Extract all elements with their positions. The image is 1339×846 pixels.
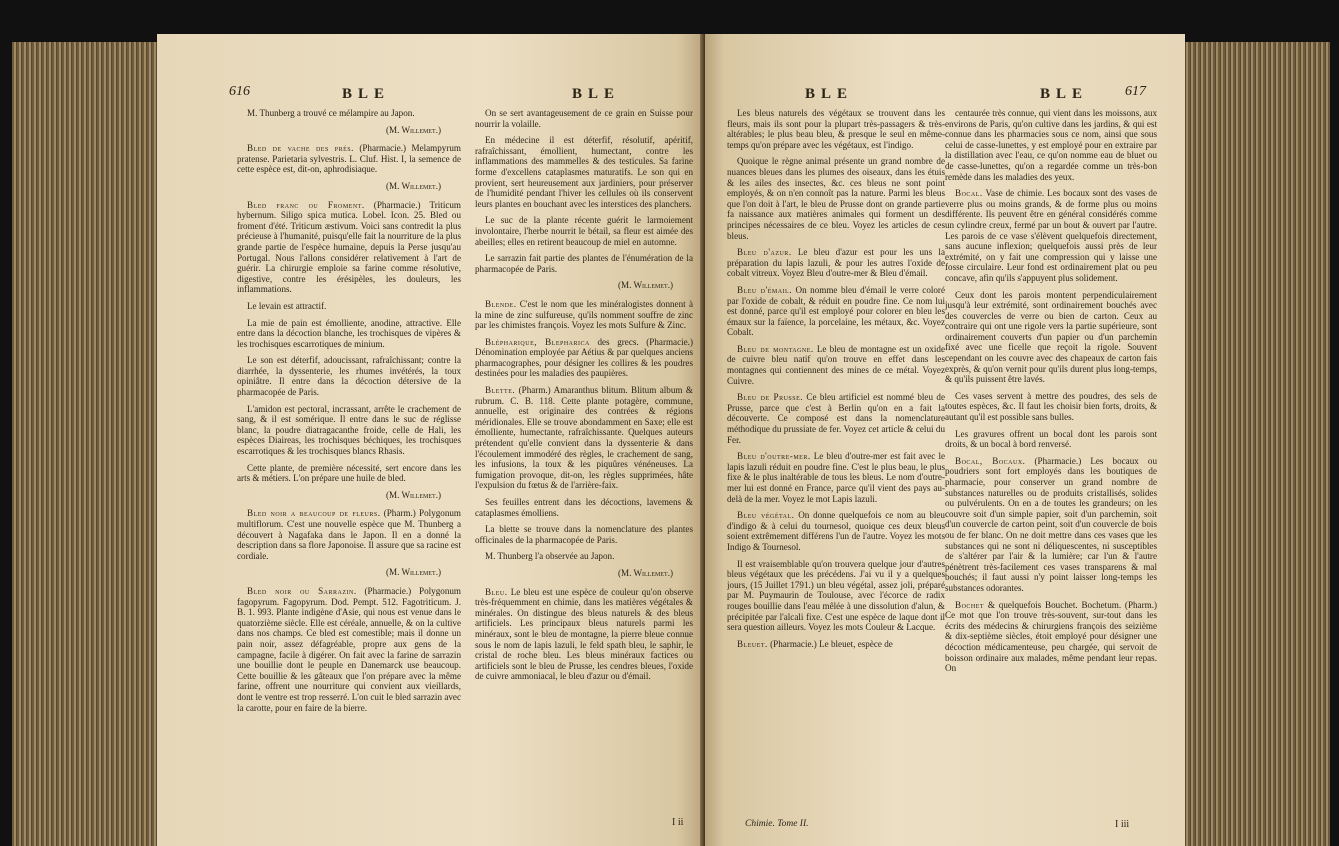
entry-headword: Bocal, Bocaux. (955, 455, 1026, 466)
column-left-1 (237, 108, 461, 813)
paragraph (475, 215, 693, 247)
entry-headword: Bled franc ou Froment. (247, 199, 365, 210)
paragraph-text: (Pharmacie.) Les bocaux ou poudriers sont fort employés dans les boutiques de pharmacie, pour conserver un grand nombre de substances naturelles ou de produits cristallisés, solides ou pulvérulents. On en a de toutes les grandeurs; on les couvre soit d'un simple papier, soit d'un parchemin, soit d'un couvercle de carton peint, soit d'un couvercle de bois ou de fer blanc. On ne doit mettre dans ces vases que les substances qui ne sont ni déliquescentes, ni susceptibles de s'altérer par l'air & la lumière; car l'un & l'autre pénètrent très-facilement ces vases transparens & mal bouchés; il faut aussi n'y point laisser long-temps les substances odorantes. (945, 455, 1157, 593)
paragraph-text: Le bleu d'outre-mer est fait avec le lapis lazuli réduit en poudre fine. C'est le plus beau, le plus fixe & le plus inaltérable de tous les bleus. Le nom d'outre-mer lui est donné en France, parce qu'il vient des pays au-delà de la mer. Voyez le mot Lapis lazuli. (727, 451, 945, 504)
signature-mark-right: I iii (1115, 819, 1130, 830)
paragraph-text: Le son est déterfif, adoucissant, rafraîchissant; contre la diarrhée, la dyssenterie, les rhumes invétérés, la toux opiniâtre. Il entre dans la décoction détersive de la pharmacopée de Paris. (237, 355, 461, 398)
entry-headword: Blette. (485, 385, 516, 396)
paragraph (945, 600, 1157, 674)
open-book (12, 34, 1330, 846)
paragraph (237, 463, 461, 484)
paragraph-text: (M. Willemet.) (385, 180, 441, 191)
paragraph (945, 391, 1157, 423)
paragraph (475, 135, 693, 209)
paragraph (727, 559, 945, 633)
paragraph (237, 404, 461, 457)
column-left-2 (475, 108, 693, 813)
paragraph (727, 392, 945, 445)
paragraph (945, 456, 1157, 594)
paragraph (727, 108, 945, 150)
paragraph-text: (M. Willemet.) (385, 124, 441, 135)
paragraph (727, 639, 945, 650)
paragraph-text: (Pharmacie.) Melampyrum pratense. Parietaria sylvestris. L. Cluf. Hist. I, la semence de cette espèce est, dit-on, aphrodisiaque. (237, 143, 461, 175)
paragraph-text: (Pharm.) Amaranthus blitum. Blitum album & rubrum. C. B. 118. Cette plante potagère, commune, annuelle, est originaire des contrées & régions méridionales. Elle se trouve abondamment en Saxe; elle est émolliente, humectante, rafraîchissante. Quelques auteurs prétendent qu'elle convient dans la dyssenterie & dans l'écoulement immodéré des règles, le crachement de sang, les infusions, la toux & les piquûres vénéneuses. La fumigation provoque, dit-on, les règles supprimées, hâte l'expulsion du fœtus & de l'arrière-faix. (475, 385, 693, 491)
paragraph-text: La blette se trouve dans la nomenclature des plantes officinales de la pharmacopée de Paris. (475, 524, 693, 545)
paragraph (237, 200, 461, 295)
entry-headword: Bleu de Prusse. (737, 392, 804, 403)
paragraph (945, 429, 1157, 450)
left-page (157, 34, 705, 846)
paragraph-text: (M. Willemet.) (617, 567, 673, 578)
right-page (705, 34, 1185, 846)
column-right-2 (945, 108, 1157, 808)
paragraph-text: Ces vases servent à mettre des poudres, des sels de toutes espèces, &c. Il faut les choisir bien forts, droits, & autant qu'il est possible sans bulles. (945, 390, 1157, 423)
paragraph (727, 247, 945, 279)
author-signature (237, 125, 441, 136)
entry-headword: Bled de vache des prés. (247, 143, 354, 154)
paragraph-text: Le bleu de montagne est un oxide de cuivre bleu natif qu'on trouve en effet dans les montagnes qui contiennent des mines de ce métal. Voyez Cuivre. (727, 343, 945, 386)
entry-headword: Blende. (485, 298, 517, 309)
paragraph-text: (M. Willemet.) (385, 489, 441, 500)
page-edges-left (12, 42, 162, 846)
author-signature (237, 490, 441, 501)
paragraph-text: On nomme bleu d'émail le verre coloré par l'oxide de cobalt, & réduit en poudre fine. Ce nom lui est donné, parce qu'il est employé pour colorer en bleu les émaux sur la faïence, la porcelaine, les métaux, &c. Voyez Cobalt. (727, 284, 945, 338)
paragraph (945, 108, 1157, 182)
paragraph-text: Il est vraisemblable qu'on trouvera quelque jour d'autres bleus végétaux que les précédens. J'ai vu il y a quelques jours, (15 Juillet 1791.) un bleu végétal, assez joli, préparé par M. Puymaurin de Toulouse, avec l'écorce de radix rouges bouillie dans l'eau mêlée à une dissolution d'alun, & précipitée par l'alcali fixe. C'est une espèce de laque dont il sera question ailleurs. Voyez les mots Couleur & Lacque. (727, 558, 945, 633)
paragraph-text: C'est le nom que les minéralogistes donnent à la mine de zinc sulfureuse, qu'ils nomment souffre de zinc par les chimistes françois. Voyez les mots Sulfure & Zinc. (475, 298, 693, 331)
entry-headword: Bleu d'outre-mer. (737, 451, 811, 462)
paragraph-text: Cette plante, de première nécessité, sert encore dans les arts & métiers. L'on prépare une huile de bled. (237, 462, 461, 484)
entry-headword: Bled noir a beaucoup de fleurs. (247, 508, 381, 519)
page-number-right: 617 (1125, 84, 1146, 99)
paragraph-text: Les bleus naturels des végétaux se trouvent dans les fleurs, mais ils sont pour la plupart très-passagers & très-altérables; le plus beau bleu, & presque le seul en même-temps qu'on prépare avec les végétaux, est l'indigo. (727, 108, 945, 150)
entry-headword: Bleu. (485, 586, 508, 597)
paragraph-text: (Pharmacie.) Triticum hybernum. Siligo spica mutica. Lobel. Icon. 25. Bled ou froment d'été. Triticum æstivum. Voici sans contredit la plus précieuse à l'humanité, puisqu'elle fait la nourriture de la plus grande partie de l'espèce humaine, depuis la Perse jusqu'au Portugal. Nous l'allons considérer relativement à l'art de guérir. La chirurgie emploie sa farine comme résolutive, digestive, contre les érésipèles, les douleurs, les inflammations. (237, 199, 461, 295)
paragraph-text: La mie de pain est émolliente, anodine, attractive. Elle entre dans la décoction blanche, les trochisques de vipères & les trochisques escarrotiques de minium. (237, 317, 461, 349)
paragraph (945, 188, 1157, 283)
paragraph-text: Le suc de la plante récente guérit le larmoiement involontaire, l'herbe nourrit le bétail, sa fleur est aimée des abeilles; elles en retirent beaucoup de miel en automne. (475, 215, 693, 247)
paragraph-text: M. Thunberg a trouvé ce mélampire au Japon. (247, 108, 415, 118)
paragraph (727, 510, 945, 552)
paragraph (945, 290, 1157, 385)
paragraph (237, 108, 461, 119)
page-edges-right (1180, 42, 1330, 846)
paragraph (237, 301, 461, 312)
entry-headword: Bleu d'azur. (737, 247, 792, 258)
entry-headword: Bled noir ou Sarrazin. (247, 585, 357, 596)
paragraph (237, 318, 461, 350)
paragraph (727, 344, 945, 386)
entry-headword: Bleu d'émail. (737, 284, 792, 295)
paragraph (475, 299, 693, 331)
paragraph-text: M. Thunberg l'a observée au Japon. (485, 551, 615, 562)
running-head-left-1: BLE (342, 86, 391, 102)
paragraph-text: centaurée très connue, qui vient dans les moissons, aux environs de Paris, qu'on cultive dans les jardins, & qui est connue dans les pharmacies sous ce nom, ainsi que sous celui de casse-lunettes, y est employé pour en extraire par la distillation avec l'eau, ce qu'on nomme eau de bluet ou de casse-lunettes, qu'on a regardée comme un très-bon remède dans les maladies des yeux. (945, 108, 1157, 182)
volume-footer: Chimie. Tome II. (745, 819, 809, 829)
paragraph (475, 551, 693, 562)
paragraph-text: (Pharmacie.) Polygonum fagopyrum. Fagopyrum. Dod. Pempt. 512. Fagotriticum. J. B. 1. 993. Plante indigène d'Asie, qui nous est venue dans le quatorzième siècle. Elle est céréale, annuelle, & on la cultive dans nos champs. Ce bled est comestible; mais il donne un pain noir, assez défagréable, propre aux gens de la campagne, facile à digérer. On fait avec la farine de sarrazin une bouillie dont le peuple en Danemarck use beaucoup. Cette bouillie & les gâteaux que l'on prépare avec la même farine, offrent une nourriture qui convient aux vieillards, dont le ventre est trop resserré. L'on cuit le bled sarrazin avec la carotte, pour en faire de la bierre. (237, 585, 461, 713)
paragraph-text: Ce bleu artificiel est nommé bleu de Prusse, parce que c'est à Berlin qu'on en a fait la découverte. Ce composé est dans la nomenclature méthodique du prussiate de fer. Voyez cet article & celui du Fer. (727, 392, 945, 445)
paragraph-text: (Pharmacie.) Le bleuet, espèce de (767, 638, 893, 649)
paragraph-text: Le sarrazin fait partie des plantes de l'énumération de la pharmacopée de Paris. (475, 253, 693, 274)
paragraph-text: Le bleu est une espèce de couleur qu'on observe très-fréquemment en chimie, dans les matières végétales & minérales. On distingue des bleus naturels & des bleus artificiels. Les principaux bleus naturels parmi les minéraux, sont le bleu de montagne, la pierre bleue connue sous le nom de lapis lazuli, le feld spath bleu, le saphir, le cristal de roche bleu. Les bleus minéraux factices ou artificiels sont le bleu de Prusse, les cendres bleues, l'oxide de cuivre ammoniacal, le bleu d'azur ou d'émail. (475, 586, 693, 682)
running-head-left-2: BLE (572, 86, 621, 102)
paragraph (237, 586, 461, 713)
author-signature (237, 567, 441, 578)
author-signature (475, 568, 673, 579)
paragraph (727, 156, 945, 241)
paragraph-text: & quelquefois Bouchet. Bochetum. (Pharm.) Ce mot que l'on trouve très-souvent, sur-tout dans les écrits des médecins & chirurgiens françois des seizième & dix-septième siècles, étoit employé pour désigner une décoction médicamenteuse, peu chargée, qui servoit de boisson ordinaire aux malades, même pendant leur repas. On (945, 599, 1157, 674)
paragraph-text: (Pharm.) Polygonum multiflorum. C'est une nouvelle espèce que M. Thunberg a découvert à Nagafaka dans le Japon. Il en a donné la description dans sa flore Japonoise. Il assure que sa racine est cordiale. (237, 508, 461, 561)
paragraph (727, 451, 945, 504)
paragraph (237, 355, 461, 397)
paragraph (475, 337, 693, 379)
signature-mark-left: I ii (672, 817, 684, 828)
entry-headword: Bleuet. (737, 638, 768, 649)
paragraph-text: (M. Willemet.) (617, 280, 673, 291)
author-signature (475, 280, 673, 291)
paragraph (475, 253, 693, 274)
paragraph-text: (M. Willemet.) (385, 567, 441, 578)
paragraph-text: Ceux dont les parois montent perpendiculairement jusqu'à leur extrémité, sont ordinairement bouchés avec des couvercles de verre ou bien de carton. Ceux au contraire qui ont une rigole vers la partie supérieure, sont ordinairement couverts d'un papier ou d'un parchemin fixé avec une ficelle que reçoit la rigole. Souvent cependant on les couvre avec des chapeaux de carton fais exprès, & qu'on vernit pour qu'ils durent plus long-temps, & qu'ils puissent être lavés. (945, 289, 1157, 385)
entry-headword: Bochet (955, 599, 985, 610)
paragraph-text: Le bleu d'azur est pour les uns la préparation du lapis lazuli, & pour les autres l'oxide de cobalt vitreux. Voyez Bleu d'outre-mer & Bleu d'émail. (727, 247, 945, 279)
paragraph-text: En médecine il est déterfif, résolutif, apéritif, rafraîchissant, émollient, humectant, contre les inflammations des mammelles & des testicules. Sa farine forme d'excellens cataplasmes maturatifs. Le son qui en provient, sert heureusement aux jardiniers, pour préserver de l'humidité pendant l'hiver les cellules où ils conservent leurs plantes en bouchant avec les interstices des planchers. (475, 135, 693, 209)
paragraph (475, 587, 693, 682)
paragraph (475, 497, 693, 518)
entry-headword: Blépharique, Blepharica (485, 336, 590, 347)
paragraph-text: Les gravures offrent un bocal dont les parois sont droits, & un bocal à bord renversé. (945, 428, 1157, 450)
entry-headword: Bocal. (955, 188, 983, 199)
paragraph-text: L'amidon est pectoral, incrassant, arrête le crachement de sang, & il est somérique. Il entre dans le suc de réglisse blanc, la poudre diatragacanthe froide, celle de Hali, les espèces Diaireas, les trochisques béchiques, les trochisques escarrotiques & les trochisques blancs Rhasis. (237, 403, 461, 457)
paragraph-text: Le levain est attractif. (247, 300, 327, 311)
paragraph-text: des grecs. (Pharmacie.) Dénomination employée par Aétius & par quelques anciens pharmacographes, pour désigner les collires & les poudres destinées pour les maladies des paupières. (475, 336, 693, 379)
page-number-left: 616 (229, 84, 250, 99)
running-head-right-1: BLE (805, 86, 854, 102)
paragraph (475, 108, 693, 129)
paragraph-text: On se sert avantageusement de ce grain en Suisse pour nourrir la volaille. (475, 108, 693, 129)
paragraph (475, 524, 693, 545)
paragraph-text: On donne quelquefois ce nom au bleu d'indigo & à celui du tournesol, quoique ces deux bleus soient extrêmement différens l'un de l'autre. Voyez les mots Indigo & Tournesol. (727, 510, 945, 552)
paragraph-text: Ses feuilles entrent dans les décoctions, lavemens & cataplasmes émolliens. (475, 497, 693, 518)
running-head-right-2: BLE (1040, 86, 1089, 102)
paragraph (475, 385, 693, 491)
paragraph (237, 143, 461, 175)
entry-headword: Bleu de montagne. (737, 343, 814, 354)
paragraph-text: Vase de chimie. Les bocaux sont des vases de verre plus ou moins grands, & de forme plus ou moins différente. Ils peuvent être en général considérés comme un cylindre creux, fermé par un bout & ouvert par l'autre. Les parois de ce vase s'élèvent quelquefois directement, sans aucune inflexion; quelquefois aussi près de leur extrémité, on y fait une compression qui y laisse une fosse circulaire. Leur fond est ordinairement plat ou peu concave, afin qu'ils s'appuyent plus solidement. (945, 188, 1157, 283)
paragraph-text: Quoique le règne animal présente un grand nombre de nuances bleues dans les plumes des oiseaux, dans les étuis & les ailes des insectes, &c. ces bleus ne sont point employés, & on n'en connoît pas la nature. Parmi les bleus que l'on doit à l'art, le bleu de Prusse dont on grande partie fa naissance aux matières animales qui forment un des principes nécessaires de ce bleu. Voyez les articles de ces bleus. (727, 156, 945, 241)
paragraph (237, 508, 461, 561)
paragraph (727, 285, 945, 338)
column-right-1 (727, 108, 945, 808)
entry-headword: Bleu végétal. (737, 510, 795, 521)
author-signature (237, 181, 441, 192)
